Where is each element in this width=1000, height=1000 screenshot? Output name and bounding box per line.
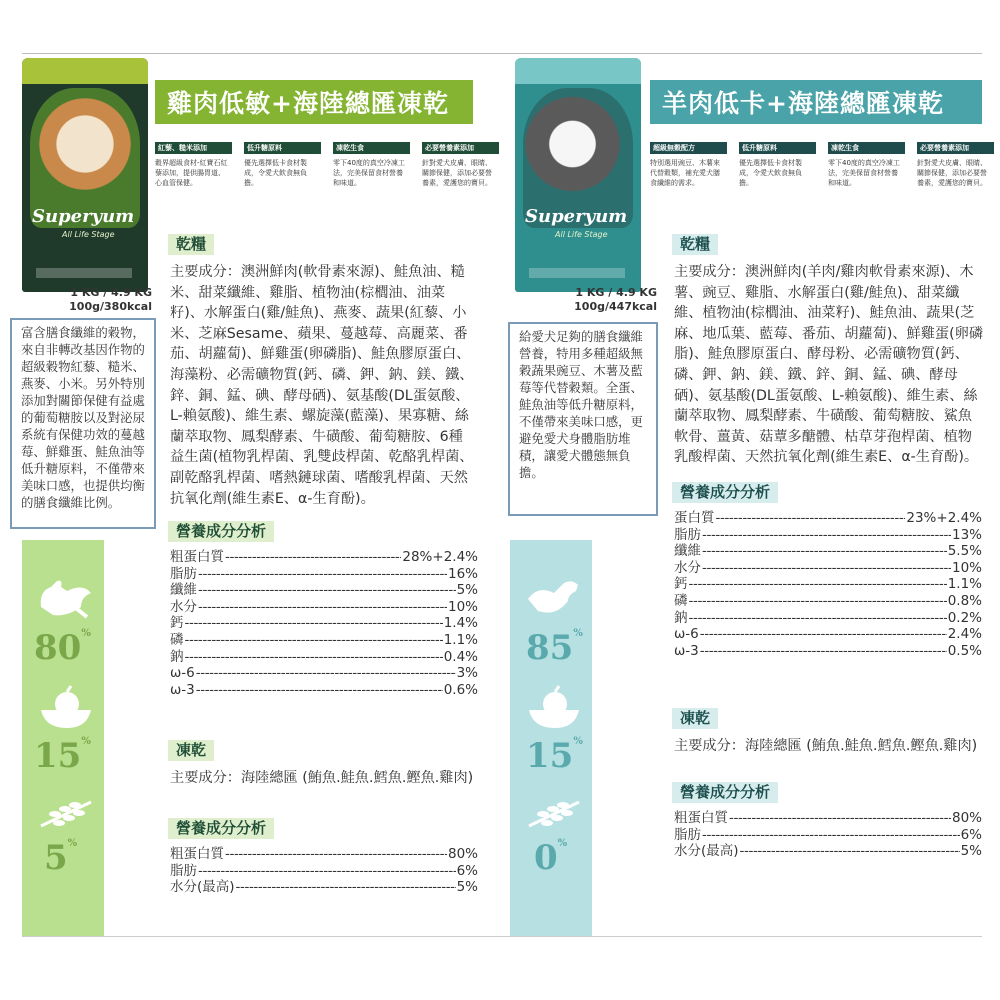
- lamb-fish-icon: [524, 577, 584, 619]
- nutrition-row: [674, 510, 982, 527]
- meat-percent: 85%: [526, 628, 583, 668]
- nutrient-name: 水分: [170, 598, 197, 615]
- nutrient-value: 16%: [447, 565, 478, 582]
- feature-tags: [155, 142, 499, 188]
- nutrient-name: 脂肪: [674, 526, 701, 543]
- feature-column: [422, 142, 499, 188]
- nutrient-value: 5.5%: [947, 543, 982, 560]
- nutrient-name: ω-6: [170, 665, 195, 682]
- nutrient-value: 5%: [960, 843, 982, 860]
- nutrition-row: [674, 527, 982, 544]
- nutrient-name: 鈣: [674, 576, 688, 593]
- nutrient-value: 2.4%: [947, 626, 982, 643]
- nutrient-value: 80%: [951, 810, 982, 826]
- nutrient-value: 3%: [456, 665, 478, 682]
- grain-percent: 0%: [534, 838, 568, 878]
- nutrition-table: [170, 549, 478, 698]
- nutrition-row: [170, 682, 478, 699]
- nutrient-name: 鈣: [170, 615, 184, 632]
- nutrient-name: 粗蛋白質: [674, 810, 728, 826]
- product-title: 雞肉低敏+海陸總匯凍乾: [155, 80, 473, 124]
- freeze-dried-ingredients: 主要成分：海陸總匯 (鮪魚.鮭魚.鱈魚.鰹魚.雞肉): [170, 770, 474, 786]
- nutrient-name: 纖維: [170, 582, 197, 599]
- calorie-text: 100g/380kcal: [69, 300, 152, 313]
- nutrient-value: 6%: [960, 826, 982, 843]
- calorie-text: 100g/447kcal: [574, 300, 657, 313]
- weight-info: [22, 286, 152, 314]
- nutrition-row: [674, 610, 982, 627]
- nutrition-row: [170, 665, 478, 682]
- nutrient-value: 1.1%: [947, 576, 982, 593]
- nutrient-value: 13%: [951, 526, 982, 543]
- bottom-divider: [22, 936, 982, 937]
- feature-text: 零下40度的真空冷凍工法，完美保留食材營養和味道。: [828, 159, 900, 187]
- nutrient-name: ω-6: [674, 626, 699, 643]
- fd-nutrition-table: [674, 810, 982, 860]
- nutrition-row: [674, 560, 982, 577]
- nutrient-value: 10%: [447, 598, 478, 615]
- nutrient-value: 0.6%: [443, 681, 478, 698]
- nutrient-value: 6%: [456, 862, 478, 879]
- top-divider: [22, 53, 982, 54]
- nutrient-name: ω-3: [674, 642, 699, 659]
- feature-text: 針對愛犬皮膚、眼睛、關節保健，添加必要營養素，愛護您的寶貝。: [422, 159, 492, 187]
- feature-column: [828, 142, 905, 188]
- nutrient-name: 鈉: [170, 648, 184, 665]
- fd-nutrition-table: [170, 846, 478, 896]
- nutrient-value: 0.2%: [947, 609, 982, 626]
- nutrition-row: [170, 582, 478, 599]
- feature-tag: 必要營養素添加: [422, 142, 499, 154]
- nutrition-row: [674, 626, 982, 643]
- nutrition-table: [674, 510, 982, 659]
- feature-note-box: 給愛犬足夠的膳食纖維營養，特用多種超級無穀蔬果豌豆、木薯及藍莓等代替穀類。全蛋、鮭魚油等低升糖原料，不僅帶來美味口感，更避免愛犬身體脂肪堆積，讓愛犬體態無負擔。: [508, 322, 658, 516]
- veg-percent: 15%: [34, 736, 91, 776]
- nutrient-value: 1.1%: [443, 631, 478, 648]
- fd-analysis-label: 營養成分分析: [672, 782, 778, 803]
- nutrient-value: 0.4%: [443, 648, 478, 665]
- feature-column: [333, 142, 410, 188]
- apple-bowl-icon: [525, 684, 583, 730]
- feature-tag: 凍乾生食: [333, 142, 410, 154]
- brand-logo: Superyum: [32, 206, 135, 227]
- nutrition-row: [170, 615, 478, 632]
- nutrient-value: 23%+2.4%: [906, 510, 982, 526]
- wheat-icon: [525, 796, 583, 830]
- freeze-dried-label: 凍乾: [168, 740, 214, 761]
- feature-tag: 凍乾生食: [828, 142, 905, 154]
- weight-info: [515, 286, 657, 314]
- nutrition-row: [674, 827, 982, 844]
- nutrient-name: ω-3: [170, 681, 195, 698]
- nutrient-name: 粗蛋白質: [170, 846, 224, 862]
- nutrient-value: 80%: [447, 846, 478, 862]
- nutrient-value: 1.4%: [443, 615, 478, 632]
- ratio-panel: [22, 540, 104, 936]
- veg-percent: 15%: [526, 736, 583, 776]
- feature-note-box: 富含膳食纖維的穀物，來自非轉改基因作物的超級穀物紅藜、糙米、燕麥、小米。另外特別添加對關節保健有益處的葡萄糖胺以及對泌尿系統有保健功效的蔓越莓、鮮雞蛋、鮭魚油等低升糖原料，不僅帶來美味口感，也提供均衡的膳食纖維比例。: [10, 318, 156, 529]
- bag-subtitle: All Life Stage: [62, 230, 115, 239]
- meat-icon: [37, 577, 95, 619]
- feature-text: 零下40度的真空冷凍工法，完美保留食材營養和味道。: [333, 159, 405, 187]
- nutrition-row: [170, 846, 478, 863]
- feature-column: [917, 142, 994, 188]
- feature-text: 針對愛犬皮膚、眼睛、關節保健，添加必要營養素，愛護您的寶貝。: [917, 159, 987, 187]
- nutrition-row: [170, 649, 478, 666]
- feature-column: [650, 142, 727, 188]
- product-bag-image: [515, 58, 641, 292]
- feature-text: 優先選擇低卡食材製成，令愛犬飲食無負擔。: [244, 159, 307, 187]
- nutrient-name: 脂肪: [170, 862, 197, 879]
- nutrient-value: 0.8%: [947, 592, 982, 609]
- feature-column: [739, 142, 816, 188]
- kibble-ingredients: 主要成分：澳洲鮮肉(羊肉/雞肉軟骨素來源)、木薯、豌豆、雞脂、水解蛋白(雞/鮭魚)、甜菜纖維、植物油(棕櫚油、油菜籽)、鮭魚油、蔬果(芝麻、地瓜葉、藍莓、番茄、胡蘿蔔)、鮮雞蛋(卵磷脂)、鮭魚膠原蛋白、酵母粉、必需礦物質(鈣、磷、鉀、鈉、鎂、鐵、鋅、銅、錳、碘、酵母硒)、氨基酸(DL蛋氨酸、L-賴氨酸)、維生素、絲蘭萃取物、鳳梨酵素、牛磺酸、葡萄糖胺、鯊魚軟骨、薑黃、菇蕈多醣體、枯草芽孢桿菌、植物乳酸桿菌、天然抗氧化劑(維生素E、α-生育酚)。: [674, 264, 984, 466]
- nutrition-row: [674, 593, 982, 610]
- feature-tags: [650, 142, 994, 188]
- nutrient-name: 粗蛋白質: [170, 549, 224, 565]
- product-title: 羊肉低卡+海陸總匯凍乾: [650, 80, 982, 124]
- feature-text: 穀界超級食材-紅寶石紅藜添加，提供腸胃道、心血管保健。: [155, 159, 228, 187]
- nutrient-name: 水分: [674, 559, 701, 576]
- nutrient-name: 纖維: [674, 543, 701, 560]
- nutrient-name: 磷: [674, 592, 688, 609]
- freeze-dried-ingredients: 主要成分：海陸總匯 (鮪魚.鮭魚.鱈魚.鰹魚.雞肉): [674, 738, 978, 754]
- ratio-panel: [510, 540, 592, 936]
- feature-tag: 低升糖原料: [739, 142, 816, 154]
- weight-text: 1 KG / 4.9 KG: [70, 286, 152, 299]
- nutrient-value: 28%+2.4%: [402, 549, 478, 565]
- nutrition-row: [674, 643, 982, 660]
- kibble-ingredients: 主要成分：澳洲鮮肉(軟骨素來源)、鮭魚油、糙米、甜菜纖維、雞脂、植物油(棕櫚油、油菜籽)、水解蛋白(雞/鮭魚)、燕麥、蔬果(紅藜、小米、芝麻Sesame、蘋果、蔓越莓、高麗菜、番茄、胡蘿蔔)、鮮雞蛋(卵磷脂)、鮭魚膠原蛋白、海藻粉、必需礦物質(鈣、磷、鉀、鈉、鎂、鐵、鋅、銅、錳、碘、酵母硒)、氨基酸(DL蛋氨酸、L-賴氨酸)、維生素、螺旋藻(藍藻)、果寡糖、絲蘭萃取物、鳳梨酵素、牛磺酸、葡萄糖胺、6種益生菌(植物乳桿菌、乳雙歧桿菌、乾酪乳桿菌、副乾酪乳桿菌、嗜熱鏈球菌、嗜酸乳桿菌、天然抗氧化劑(維生素E、α-生育酚)。: [170, 264, 474, 507]
- grain-percent: 5%: [44, 838, 78, 878]
- nutrient-value: 0.5%: [947, 642, 982, 659]
- nutrition-row: [170, 549, 478, 566]
- nutrition-row: [170, 632, 478, 649]
- analysis-label: 營養成分分析: [672, 482, 778, 503]
- nutrient-name: 蛋白質: [674, 510, 715, 526]
- nutrient-name: 脂肪: [170, 565, 197, 582]
- feature-tag: 低升糖原料: [244, 142, 321, 154]
- feature-text: 優先選擇低卡食材製成，令愛犬飲食無負擔。: [739, 159, 802, 187]
- feature-tag: 超級無穀配方: [650, 142, 727, 154]
- wheat-icon: [37, 796, 95, 830]
- nutrition-row: [674, 543, 982, 560]
- feature-text: 特別選用豌豆、木薯來代替穀類，補充愛犬膳食纖維的需求。: [650, 159, 720, 187]
- nutrition-row: [170, 863, 478, 880]
- weight-text: 1 KG / 4.9 KG: [575, 286, 657, 299]
- nutrient-value: 5%: [456, 582, 478, 599]
- kibble-label: 乾糧: [672, 234, 718, 255]
- kibble-label: 乾糧: [168, 234, 214, 255]
- product-bag-image: [22, 58, 148, 292]
- feature-tag: 必要營養素添加: [917, 142, 994, 154]
- feature-column: [244, 142, 321, 188]
- fd-analysis-label: 營養成分分析: [168, 818, 274, 839]
- nutrition-row: [674, 843, 982, 860]
- nutrition-row: [674, 576, 982, 593]
- nutrition-row: [170, 599, 478, 616]
- nutrient-name: 磷: [170, 631, 184, 648]
- nutrition-row: [170, 566, 478, 583]
- freeze-dried-label: 凍乾: [672, 708, 718, 729]
- nutrient-name: 水分(最高): [674, 843, 739, 860]
- brand-logo: Superyum: [525, 206, 628, 227]
- nutrition-row: [170, 879, 478, 896]
- apple-bowl-icon: [37, 684, 95, 730]
- meat-percent: 80%: [34, 628, 91, 668]
- analysis-label: 營養成分分析: [168, 521, 274, 542]
- nutrient-value: 5%: [456, 879, 478, 896]
- nutrient-value: 10%: [951, 559, 982, 576]
- feature-tag: 紅藜、糙米添加: [155, 142, 232, 154]
- nutrient-name: 水分(最高): [170, 879, 235, 896]
- nutrition-row: [674, 810, 982, 827]
- bag-subtitle: All Life Stage: [555, 230, 608, 239]
- feature-column: [155, 142, 232, 188]
- nutrient-name: 脂肪: [674, 826, 701, 843]
- nutrient-name: 鈉: [674, 609, 688, 626]
